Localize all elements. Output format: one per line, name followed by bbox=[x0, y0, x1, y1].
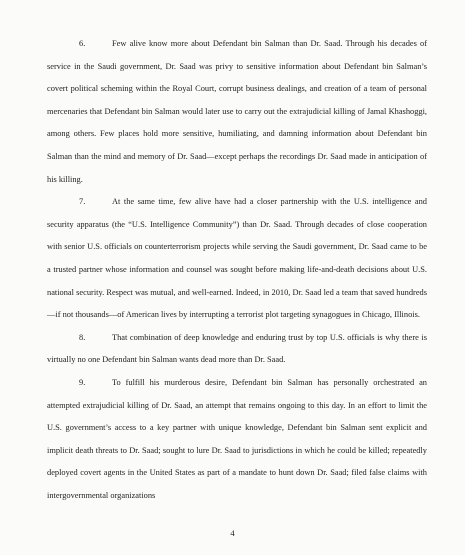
paragraph-text: Few alive know more about Defendant bin Salman than Dr. Saad. Through his decades of service in the Saudi government, Dr. Saad was privy to sensitive information about Defendant bin Salman’s covert political scheming within the Royal Court, corrupt business dealings, and creation of a team of personal mercenaries that Defendant bin Salman would later use to carry out the extrajudicial killing of Jamal Khashoggi, among others. Few places hold more sensitive, humiliating, and damning information about Defendant bin Salman than the mind and memory of Dr. Saad—except perhaps the recordings Dr. Saad made in anticipation of his killing. bbox=[47, 39, 427, 184]
paragraph-number: 8. bbox=[79, 332, 86, 342]
paragraph-number: 9. bbox=[79, 377, 86, 387]
paragraph-8 bbox=[47, 327, 427, 372]
paragraph-6 bbox=[47, 33, 427, 191]
paragraph-7 bbox=[47, 191, 427, 327]
paragraph-text: That combination of deep knowledge and enduring trust by top U.S. officials is why there is virtually no one Defendant bin Salman wants dead more than Dr. Saad. bbox=[47, 332, 427, 365]
paragraph-text: At the same time, few alive have had a closer partnership with the U.S. intelligence and security apparatus (the “U.S. Intelligence Community”) than Dr. Saad. Through decades of close cooperation with senior U.S. officials on counterterrorism projects while serving the Saudi government, Dr. Saad came to be a trusted partner whose information and counsel was sought before making life-and-death decisions about U.S. national security. Respect was mutual, and well-earned. Indeed, in 2010, Dr. Saad led a team that saved hundreds—if not thousands—of American lives by interrupting a terrorist plot targeting synagogues in Chicago, Illinois. bbox=[47, 197, 427, 320]
paragraph-9 bbox=[47, 372, 427, 508]
paragraph-text: To fulfill his murderous desire, Defendant bin Salman has personally orchestrated an attempted extrajudicial killing of Dr. Saad, an attempt that remains ongoing to this day. In an effort to limit the U.S. government’s access to a key partner with unique knowledge, Defendant bin Salman sent explicit and implicit death threats to Dr. Saad; sought to lure Dr. Saad to jurisdictions in which he could be killed; repeatedly deployed covert agents in the United States as part of a mandate to hunt down Dr. Saad; filed false claims with intergovernmental organizations bbox=[47, 377, 427, 500]
paragraph-number: 6. bbox=[79, 39, 86, 48]
paragraph-number: 7. bbox=[79, 197, 86, 207]
page-number: 4 bbox=[230, 528, 235, 538]
document-body bbox=[47, 33, 427, 507]
